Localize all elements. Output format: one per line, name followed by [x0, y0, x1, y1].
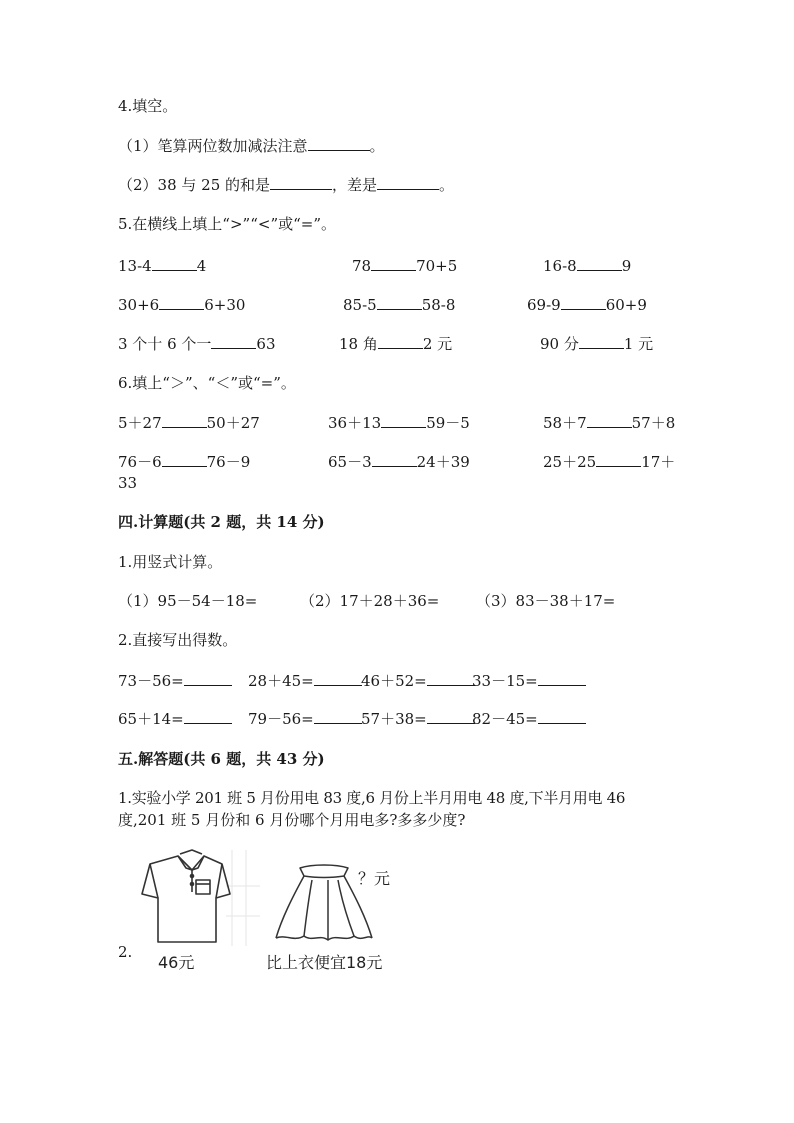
compare-left: 78	[352, 257, 372, 275]
section5-q2-number: 2.	[118, 943, 133, 961]
answer-blank[interactable]	[314, 671, 362, 686]
q4-item-1-end: 。	[369, 137, 385, 155]
compare-left: 3 个十 6 个一	[118, 335, 212, 353]
skirt-price-question: ？元	[358, 869, 391, 888]
compare-item	[118, 413, 260, 433]
mental-calc-item	[248, 671, 362, 691]
answer-blank[interactable]	[159, 295, 204, 310]
compare-item	[118, 256, 206, 276]
answer-blank[interactable]	[596, 452, 641, 467]
compare-item	[343, 295, 455, 315]
compare-right: 17＋	[641, 453, 676, 471]
compare-left: 36＋13	[328, 414, 382, 432]
compare-left: 16-8	[543, 257, 577, 275]
compare-item	[543, 256, 631, 276]
mental-calc-item	[118, 671, 232, 691]
answer-blank[interactable]	[377, 175, 439, 190]
answer-blank[interactable]	[162, 413, 207, 428]
compare-left: 65－3	[328, 453, 372, 471]
skirt-price-note: 比上衣便宜18元	[266, 953, 383, 972]
q4-item-1	[118, 136, 385, 156]
mental-calc-expr: 73－56=	[118, 672, 184, 690]
compare-right: 57＋8	[631, 414, 676, 432]
compare-right: 70+5	[416, 257, 458, 275]
compare-right: 6+30	[204, 296, 246, 314]
section4-q1-title: 1.用竖式计算。	[118, 553, 223, 571]
mental-calc-expr: 28＋45=	[248, 672, 314, 690]
answer-blank[interactable]	[538, 709, 586, 724]
answer-blank[interactable]	[314, 709, 362, 724]
clothing-illustration	[136, 846, 416, 976]
compare-item	[328, 452, 470, 472]
compare-right: 76－9	[206, 453, 251, 471]
mental-calc-expr: 33－15=	[472, 672, 538, 690]
compare-right: 2 元	[422, 335, 453, 353]
mental-calc-expr: 82－45=	[472, 710, 538, 728]
compare-left: 90 分	[540, 335, 579, 353]
answer-blank[interactable]	[184, 671, 232, 686]
answer-blank[interactable]	[270, 175, 332, 190]
compare-item	[543, 413, 675, 433]
answer-blank[interactable]	[371, 256, 416, 271]
answer-blank[interactable]	[377, 295, 422, 310]
mental-calc-expr: 79－56=	[248, 710, 314, 728]
compare-right: 24＋39	[416, 453, 470, 471]
compare-item	[118, 452, 250, 472]
answer-blank[interactable]	[579, 334, 624, 349]
q4-title: 4.填空。	[118, 97, 178, 115]
mental-calc-item	[361, 671, 475, 691]
answer-blank[interactable]	[427, 709, 475, 724]
mental-calc-expr: 65＋14=	[118, 710, 184, 728]
answer-blank[interactable]	[152, 256, 197, 271]
q4-item-2-text: （2）38 与 25 的和是	[118, 176, 271, 194]
answer-blank[interactable]	[577, 256, 622, 271]
section5-q1-line1: 1.实验小学 201 班 5 月份用电 83 度,6 月份上半月用电 48 度,下半月用电 46	[118, 789, 626, 807]
compare-item	[328, 413, 470, 433]
answer-blank[interactable]	[381, 413, 426, 428]
section5-title: 五.解答题(共 6 题，共 43 分)	[118, 750, 325, 768]
compare-left: 5＋27	[118, 414, 162, 432]
compare-item	[352, 256, 457, 276]
mental-calc-item	[248, 709, 362, 729]
section5-q1-line2: 度,201 班 5 月份和 6 月份哪个月用电多?多多少度?	[118, 811, 466, 829]
compare-right: 60+9	[605, 296, 647, 314]
compare-item	[118, 334, 276, 354]
compare-item	[527, 295, 647, 315]
mental-calc-expr: 57＋38=	[361, 710, 427, 728]
compare-left: 30+6	[118, 296, 160, 314]
mental-calc-item	[118, 709, 232, 729]
vertical-calc-item: （3）83－38＋17=	[476, 592, 616, 610]
mental-calc-item	[472, 671, 586, 691]
answer-blank[interactable]	[587, 413, 632, 428]
q4-item-1-text: （1）笔算两位数加减法注意	[118, 137, 308, 155]
mental-calc-item	[361, 709, 475, 729]
answer-blank[interactable]	[427, 671, 475, 686]
answer-blank[interactable]	[378, 334, 423, 349]
compare-right: 9	[621, 257, 632, 275]
compare-right: 1 元	[623, 335, 654, 353]
compare-item	[339, 334, 452, 354]
answer-blank[interactable]	[372, 452, 417, 467]
answer-blank[interactable]	[162, 452, 207, 467]
shirt-price-label: 46元	[158, 953, 195, 972]
answer-blank[interactable]	[184, 709, 232, 724]
compare-right: 59－5	[426, 414, 470, 432]
q4-item-2	[118, 175, 454, 195]
mental-calc-expr: 46＋52=	[361, 672, 427, 690]
vertical-calc-item: （2）17＋28＋36=	[300, 592, 440, 610]
compare-left: 76－6	[118, 453, 162, 471]
q4-item-2-mid: ，差是	[332, 176, 378, 194]
answer-blank[interactable]	[211, 334, 256, 349]
compare-item	[543, 452, 675, 472]
q5-title: 5.在横线上填上“>”“<”或“=”。	[118, 215, 337, 233]
q6-title: 6.填上“＞”、“＜”或“=”。	[118, 374, 296, 392]
q6-wrap-text: 33	[118, 474, 138, 492]
compare-left: 18 角	[339, 335, 378, 353]
shirt-icon	[142, 850, 230, 942]
compare-right: 50＋27	[206, 414, 260, 432]
compare-item	[540, 334, 653, 354]
mental-calc-item	[472, 709, 586, 729]
compare-left: 25＋25	[543, 453, 597, 471]
compare-right: 58-8	[421, 296, 456, 314]
q4-item-2-end: 。	[439, 176, 455, 194]
compare-right: 4	[196, 257, 207, 275]
compare-item	[118, 295, 245, 315]
section4-q2-title: 2.直接写出得数。	[118, 631, 238, 649]
compare-left: 58＋7	[543, 414, 587, 432]
compare-left: 13-4	[118, 257, 152, 275]
compare-left: 69-9	[527, 296, 561, 314]
compare-right: 63	[256, 335, 276, 353]
section4-title: 四.计算题(共 2 题，共 14 分)	[118, 513, 325, 531]
vertical-calc-item: （1）95－54－18=	[118, 592, 258, 610]
answer-blank[interactable]	[561, 295, 606, 310]
answer-blank[interactable]	[538, 671, 586, 686]
answer-blank[interactable]	[308, 136, 370, 151]
compare-left: 85-5	[343, 296, 377, 314]
